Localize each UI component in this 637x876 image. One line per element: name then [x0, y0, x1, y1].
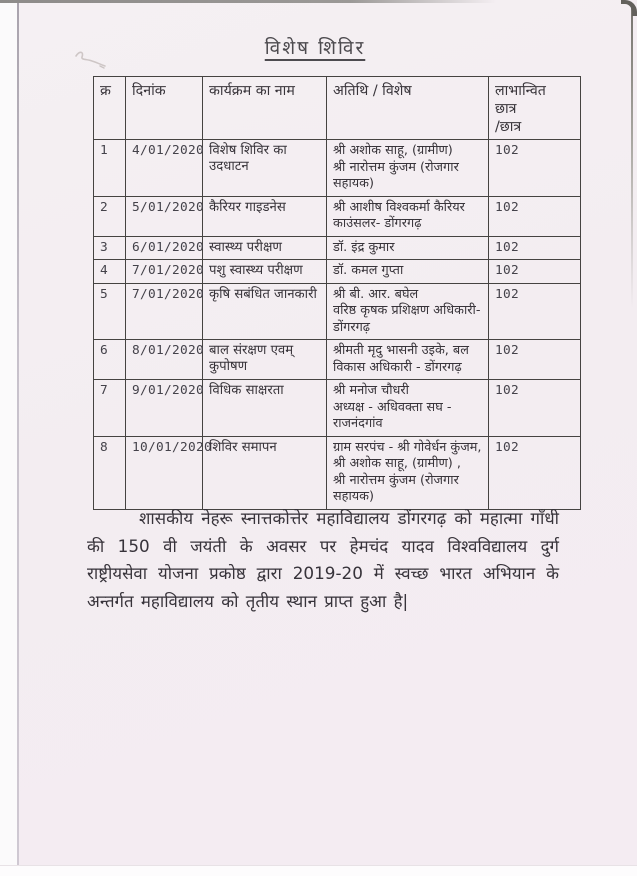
cell-sno: 2: [94, 196, 126, 236]
table-row: [94, 436, 581, 509]
cell-guest: ग्राम सरपंच - श्री गोवेर्धन कुंजम, श्री अशोक साहू, (ग्रामीण) , श्री नारोत्तम कुंजम (रोजगार सहायक): [327, 436, 489, 509]
table-row: [94, 380, 581, 437]
table-header-row: [94, 77, 581, 140]
cell-sno: 6: [94, 340, 126, 380]
cell-count: 102: [489, 380, 581, 437]
cell-count: 102: [489, 340, 581, 380]
cell-program: कैरियर गाइडनेस: [203, 196, 327, 236]
cell-guest: डॉ. इंद्र कुमार: [327, 236, 489, 260]
cell-date: 7/01/2020: [126, 260, 203, 284]
scan-top-edge-line: [0, 0, 637, 3]
table-row: [94, 340, 581, 380]
cell-program: बाल संरक्षण एवम् कुपोषण: [203, 340, 327, 380]
scan-right-edge-line: [631, 8, 633, 308]
cell-sno: 1: [94, 140, 126, 197]
col-header-date: दिनांक: [126, 77, 203, 140]
cell-program: स्वास्थ्य परीक्षण: [203, 236, 327, 260]
page-title: विशेष शिविर: [264, 37, 366, 59]
col-header-sno: क्र: [94, 77, 126, 140]
cell-date: 5/01/2020: [126, 196, 203, 236]
cell-date: 7/01/2020: [126, 283, 203, 340]
cell-sno: 5: [94, 283, 126, 340]
cell-program: पशु स्वास्थ्य परीक्षण: [203, 260, 327, 284]
table-row: [94, 283, 581, 340]
cell-date: 9/01/2020: [126, 380, 203, 437]
cell-guest: श्रीमती मृदु भासनी उइके, बल विकास अधिकारी - डोंगरगढ़: [327, 340, 489, 380]
cell-date: 8/01/2020: [126, 340, 203, 380]
col-header-beneficiaries: लाभान्वित छात्र /छात्र: [489, 77, 581, 140]
cell-sno: 3: [94, 236, 126, 260]
table-row: [94, 236, 581, 260]
table-row: [94, 140, 581, 197]
cell-program: शिविर समापन: [203, 436, 327, 509]
cell-guest: श्री बी. आर. बघेल वरिष्ठ कृषक प्रशिक्षण अधिकारी- डोंगरगढ़: [327, 283, 489, 340]
cell-count: 102: [489, 236, 581, 260]
cell-count: 102: [489, 436, 581, 509]
special-camp-table: [93, 76, 581, 510]
cell-guest: श्री अशोक साहू, (ग्रामीण) श्री नारोत्तम कुंजम (रोजगार सहायक): [327, 140, 489, 197]
cell-count: 102: [489, 283, 581, 340]
cell-guest: श्री मनोज चौधरी अध्यक्ष - अधिवक्ता सघ - राजनंदगांव: [327, 380, 489, 437]
cell-count: 102: [489, 140, 581, 197]
table-row: [94, 260, 581, 284]
scan-bottom-edge: [0, 865, 637, 876]
cell-program: विधिक साक्षरता: [203, 380, 327, 437]
scan-left-edge-line: [17, 0, 19, 876]
cell-program: विशेष शिविर का उदधाटन: [203, 140, 327, 197]
cell-guest: डॉ. कमल गुप्ता: [327, 260, 489, 284]
col-header-program: कार्यक्रम का नाम: [203, 77, 327, 140]
cell-date: 10/01/2020: [126, 436, 203, 509]
cell-count: 102: [489, 196, 581, 236]
footer-paragraph: शासकीय नेहरू स्नात्तकोत्तेर महाविद्यालय डोंगरगढ़ को महात्मा गाँधी की 150 वी जयंती के अवसर पर हेमचंद यादव विश्वविद्यालय दुर्ग राष्ट्रीयसेवा योजना प्रकोष्ठ द्वारा 2019-20 में स्वच्छ भारत अभियान के अन्तर्गत महाविद्यालय को तृतीय स्थान प्राप्त हुआ है|: [87, 508, 559, 611]
cell-date: 6/01/2020: [126, 236, 203, 260]
cell-sno: 8: [94, 436, 126, 509]
cell-program: कृषि सबंधित जानकारी: [203, 283, 327, 340]
cell-sno: 7: [94, 380, 126, 437]
col-header-guest: अतिथि / विशेष: [327, 77, 489, 140]
cell-guest: श्री आशीष विश्वकर्मा कैरियर काउंसलर- डोंगरगढ़: [327, 196, 489, 236]
table-row: [94, 196, 581, 236]
cell-count: 102: [489, 260, 581, 284]
scan-left-margin: [0, 0, 17, 876]
cell-sno: 4: [94, 260, 126, 284]
cell-date: 4/01/2020: [126, 140, 203, 197]
